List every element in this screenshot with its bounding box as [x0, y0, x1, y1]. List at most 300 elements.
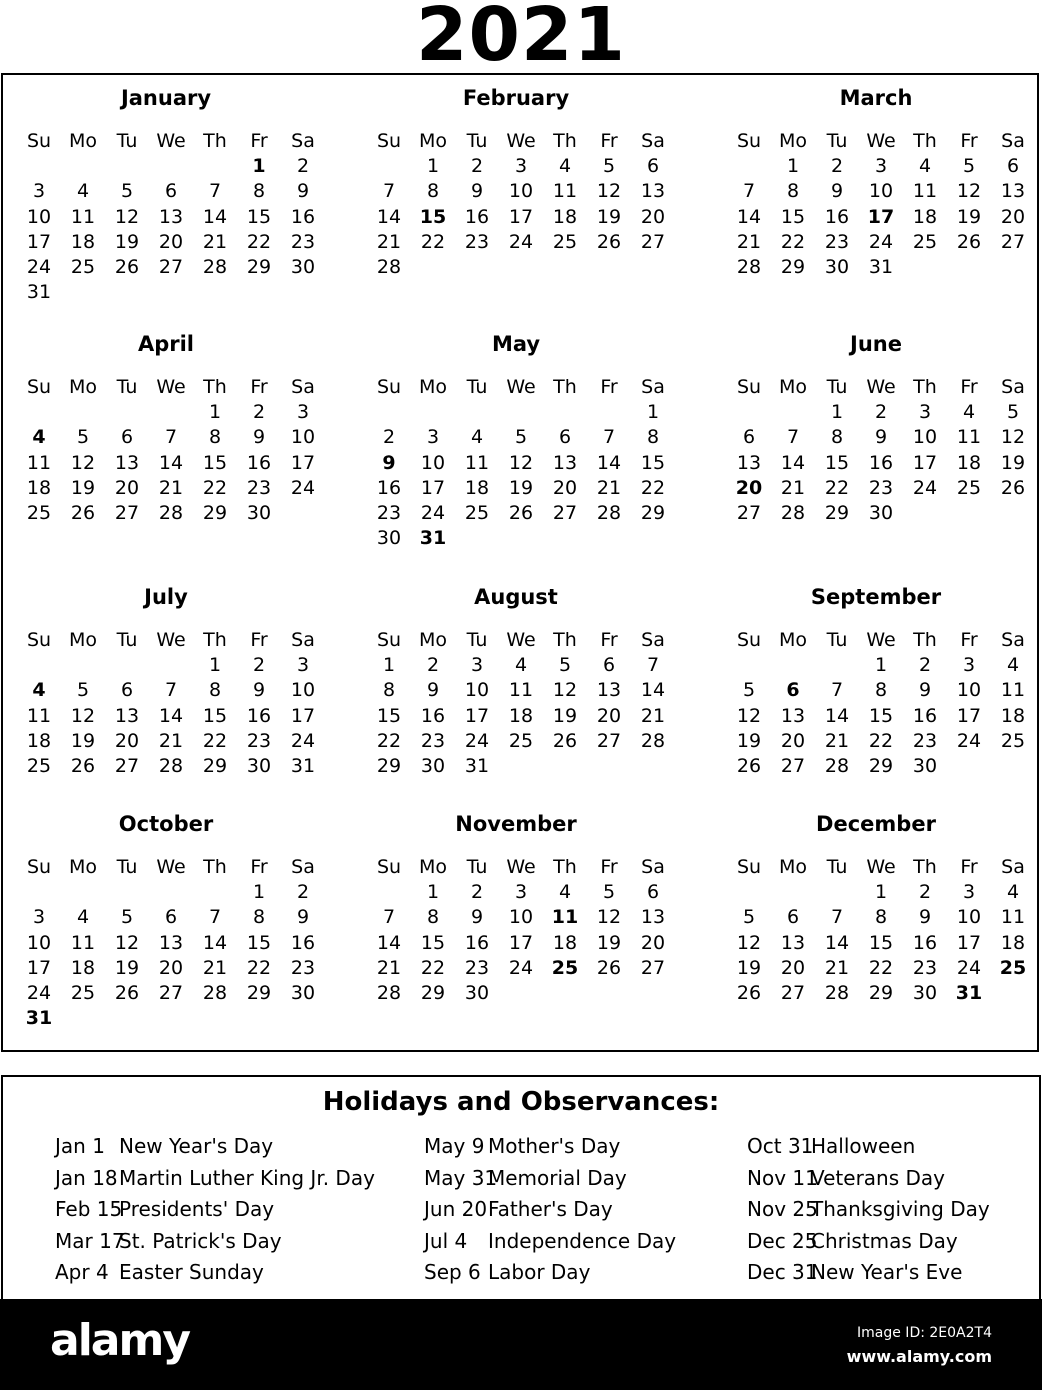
- day-cell: 24: [508, 230, 534, 253]
- day-cell: 19: [508, 476, 534, 499]
- day-cell: 15: [824, 451, 850, 474]
- day-cell: 6: [602, 654, 616, 676]
- month-november: [361, 807, 671, 1047]
- day-cell: 12: [114, 931, 140, 954]
- day-cell: 18: [70, 956, 96, 979]
- day-cell: 2: [296, 881, 310, 903]
- holiday-item: [747, 1131, 990, 1163]
- weekday-header: Th: [203, 376, 227, 398]
- day-cell: 28: [824, 982, 850, 1005]
- day-cell: 10: [290, 679, 316, 702]
- day-cell: 21: [158, 729, 184, 752]
- day-cell: 4: [1006, 881, 1020, 903]
- day-cell: 24: [868, 230, 894, 253]
- month-title: January: [120, 86, 212, 110]
- day-cell: 9: [874, 426, 888, 449]
- day-cell: 2: [918, 881, 932, 903]
- weekday-header: We: [866, 856, 896, 878]
- empty-cell: [149, 653, 193, 678]
- day-cell: 26: [736, 755, 762, 778]
- day-cell: 15: [202, 451, 228, 474]
- day-cell: 8: [646, 426, 660, 449]
- day-cell: 31: [955, 982, 983, 1005]
- weekday-header: Tu: [826, 376, 848, 398]
- day-cell: 28: [376, 256, 402, 279]
- weekday-header: Mo: [418, 376, 448, 398]
- day-cell: 3: [296, 654, 310, 676]
- day-cell: 26: [736, 982, 762, 1005]
- day-cell: 17: [956, 931, 982, 954]
- empty-cell: [367, 400, 411, 425]
- weekday-header: Th: [203, 629, 227, 651]
- weekday-header: Tu: [116, 376, 138, 398]
- day-cell: 3: [296, 401, 310, 423]
- day-cell: 25: [551, 956, 579, 979]
- holidays-column: [55, 1131, 375, 1289]
- day-cell: 19: [114, 230, 140, 253]
- day-cell: 27: [158, 982, 184, 1005]
- day-cell: 30: [246, 502, 272, 525]
- weekday-header: Fr: [600, 629, 618, 651]
- day-cell: 14: [824, 704, 850, 727]
- day-cell: 15: [640, 451, 666, 474]
- weekday-header: Fr: [250, 629, 268, 651]
- empty-cell: [543, 400, 587, 425]
- weekday-header: Fr: [250, 376, 268, 398]
- day-cell: 11: [70, 205, 96, 228]
- day-cell: 13: [158, 205, 184, 228]
- empty-cell: [455, 400, 499, 425]
- holiday-name: Labor Day: [488, 1260, 591, 1285]
- day-cell: 19: [114, 956, 140, 979]
- day-cell: 23: [824, 230, 850, 253]
- month-days-grid: [367, 361, 671, 552]
- day-cell: 30: [290, 982, 316, 1005]
- month-days-grid: [727, 614, 1031, 779]
- day-cell: 3: [962, 654, 976, 676]
- day-cell: 2: [470, 155, 484, 177]
- day-cell: 31: [464, 755, 490, 778]
- weekday-header: We: [156, 629, 186, 651]
- day-cell: 18: [70, 230, 96, 253]
- day-cell: 13: [780, 704, 806, 727]
- weekday-header: Su: [26, 376, 52, 398]
- weekday-header: Tu: [116, 856, 138, 878]
- day-cell: 10: [956, 906, 982, 929]
- day-cell: 1: [874, 654, 888, 676]
- day-cell: 17: [867, 205, 895, 228]
- day-cell: 12: [114, 205, 140, 228]
- day-cell: 6: [120, 679, 134, 702]
- weekday-header: Su: [376, 629, 402, 651]
- month-september: [721, 580, 1031, 820]
- day-cell: 7: [208, 180, 222, 203]
- day-cell: 24: [956, 729, 982, 752]
- day-cell: 12: [596, 906, 622, 929]
- day-cell: 16: [868, 451, 894, 474]
- day-cell: 25: [956, 476, 982, 499]
- day-cell: 23: [912, 956, 938, 979]
- day-cell: 19: [70, 476, 96, 499]
- day-cell: 22: [376, 729, 402, 752]
- day-cell: 11: [464, 451, 490, 474]
- day-cell: 3: [962, 881, 976, 903]
- day-cell: 31: [419, 527, 447, 550]
- day-cell: 21: [202, 956, 228, 979]
- day-cell: 2: [874, 401, 888, 423]
- holiday-item: [55, 1194, 375, 1226]
- month-title: May: [491, 332, 541, 356]
- holiday-date: Jan 1: [55, 1134, 105, 1158]
- day-cell: 5: [742, 906, 756, 929]
- day-cell: 23: [290, 956, 316, 979]
- day-cell: 6: [742, 426, 756, 449]
- day-cell: 26: [70, 755, 96, 778]
- day-cell: 5: [120, 180, 134, 203]
- day-cell: 25: [70, 256, 96, 279]
- day-cell: 22: [246, 230, 272, 253]
- day-cell: 11: [956, 426, 982, 449]
- day-cell: 5: [742, 679, 756, 702]
- day-cell: 25: [26, 755, 52, 778]
- day-cell: 28: [824, 755, 850, 778]
- weekday-header: Mo: [68, 376, 98, 398]
- day-cell: 29: [640, 502, 666, 525]
- day-cell: 24: [26, 982, 52, 1005]
- month-title: July: [144, 585, 188, 609]
- weekday-header: We: [506, 629, 536, 651]
- empty-cell: [815, 880, 859, 905]
- day-cell: 13: [552, 451, 578, 474]
- day-cell: 14: [376, 205, 402, 228]
- day-cell: 9: [470, 906, 484, 929]
- holiday-name: Mother's Day: [488, 1134, 621, 1158]
- holiday-item: [747, 1257, 990, 1289]
- day-cell: 27: [114, 755, 140, 778]
- day-cell: 9: [382, 451, 396, 474]
- holidays-panel: [1, 1075, 1041, 1299]
- holiday-date: May 31: [424, 1165, 498, 1190]
- weekday-header: We: [156, 130, 186, 152]
- empty-cell: [815, 653, 859, 678]
- weekday-header: Mo: [68, 629, 98, 651]
- day-cell: 24: [26, 256, 52, 279]
- weekday-header: Th: [913, 376, 937, 398]
- empty-cell: [727, 880, 771, 905]
- weekday-header: Tu: [116, 130, 138, 152]
- day-cell: 18: [912, 205, 938, 228]
- day-cell: 7: [830, 679, 844, 702]
- day-cell: 27: [736, 502, 762, 525]
- weekday-header: Fr: [250, 130, 268, 152]
- day-cell: 10: [508, 180, 534, 203]
- day-cell: 7: [646, 654, 660, 676]
- month-days-grid: [727, 361, 1031, 526]
- day-cell: 12: [1000, 426, 1026, 449]
- day-cell: 11: [912, 180, 938, 203]
- holiday-date: Jan 18: [55, 1165, 118, 1190]
- holiday-item: [55, 1163, 375, 1195]
- day-cell: 23: [376, 502, 402, 525]
- day-cell: 3: [514, 155, 528, 177]
- day-cell: 4: [76, 180, 90, 203]
- day-cell: 24: [420, 502, 446, 525]
- day-cell: 9: [296, 180, 310, 203]
- weekday-header: We: [506, 856, 536, 878]
- day-cell: 24: [912, 476, 938, 499]
- day-cell: 5: [602, 881, 616, 903]
- weekday-header: We: [156, 856, 186, 878]
- weekday-header: Sa: [291, 130, 315, 152]
- day-cell: 17: [290, 704, 316, 727]
- holidays-column: [424, 1131, 676, 1289]
- day-cell: 28: [202, 982, 228, 1005]
- day-cell: 22: [202, 476, 228, 499]
- month-title: November: [455, 812, 577, 836]
- weekday-header: Tu: [466, 629, 488, 651]
- empty-cell: [17, 880, 61, 905]
- day-cell: 15: [420, 931, 446, 954]
- day-cell: 25: [1000, 729, 1026, 752]
- month-days-grid: [727, 115, 1031, 280]
- day-cell: 6: [164, 906, 178, 929]
- day-cell: 10: [912, 426, 938, 449]
- day-cell: 18: [1000, 931, 1026, 954]
- weekday-header: Sa: [291, 629, 315, 651]
- day-cell: 14: [202, 931, 228, 954]
- day-cell: 9: [830, 180, 844, 203]
- day-cell: 26: [70, 502, 96, 525]
- day-cell: 16: [464, 205, 490, 228]
- day-cell: 29: [868, 755, 894, 778]
- weekday-header: Su: [736, 856, 762, 878]
- day-cell: 26: [552, 729, 578, 752]
- month-title: April: [137, 332, 195, 356]
- weekday-header: Su: [376, 376, 402, 398]
- weekday-header: Mo: [778, 629, 808, 651]
- day-cell: 19: [956, 205, 982, 228]
- day-cell: 17: [912, 451, 938, 474]
- weekday-header: Mo: [418, 130, 448, 152]
- day-cell: 29: [420, 982, 446, 1005]
- day-cell: 16: [246, 704, 272, 727]
- holiday-name: Martin Luther King Jr. Day: [119, 1165, 375, 1190]
- day-cell: 12: [736, 931, 762, 954]
- day-cell: 6: [786, 906, 800, 929]
- empty-cell: [771, 653, 815, 678]
- holiday-date: Nov 11: [747, 1165, 818, 1190]
- empty-cell: [727, 400, 771, 425]
- day-cell: 5: [76, 426, 90, 449]
- day-cell: 3: [32, 180, 46, 203]
- day-cell: 28: [158, 502, 184, 525]
- day-cell: 22: [824, 476, 850, 499]
- day-cell: 2: [382, 426, 396, 449]
- day-cell: 2: [830, 155, 844, 177]
- day-cell: 20: [640, 931, 666, 954]
- day-cell: 8: [874, 906, 888, 929]
- month-december: [721, 807, 1031, 1047]
- day-cell: 11: [1000, 679, 1026, 702]
- weekday-header: Th: [913, 130, 937, 152]
- weekday-header: Mo: [418, 629, 448, 651]
- holiday-item: [424, 1194, 676, 1226]
- weekday-header: Tu: [826, 629, 848, 651]
- weekday-header: Sa: [641, 629, 665, 651]
- holiday-name: Halloween: [811, 1134, 916, 1158]
- day-cell: 30: [912, 982, 938, 1005]
- day-cell: 4: [558, 881, 572, 903]
- weekday-header: Fr: [600, 856, 618, 878]
- day-cell: 25: [26, 502, 52, 525]
- image-id: Image ID: 2E0A2T4: [857, 1325, 992, 1341]
- day-cell: 14: [376, 931, 402, 954]
- day-cell: 26: [1000, 476, 1026, 499]
- day-cell: 20: [552, 476, 578, 499]
- day-cell: 27: [114, 502, 140, 525]
- day-cell: 23: [464, 230, 490, 253]
- month-days-grid: [17, 361, 321, 526]
- day-cell: 18: [956, 451, 982, 474]
- holiday-name: Presidents' Day: [119, 1197, 275, 1222]
- weekday-header: Sa: [1001, 629, 1025, 651]
- day-cell: 24: [464, 729, 490, 752]
- weekday-header: Sa: [291, 856, 315, 878]
- day-cell: 16: [824, 205, 850, 228]
- day-cell: 3: [426, 426, 440, 449]
- weekday-header: Sa: [1001, 130, 1025, 152]
- day-cell: 22: [246, 956, 272, 979]
- weekday-header: We: [866, 629, 896, 651]
- day-cell: 24: [290, 476, 316, 499]
- day-cell: 2: [252, 401, 266, 423]
- weekday-header: Su: [26, 856, 52, 878]
- day-cell: 22: [868, 956, 894, 979]
- day-cell: 25: [552, 230, 578, 253]
- day-cell: 28: [780, 502, 806, 525]
- day-cell: 20: [780, 956, 806, 979]
- calendar-grid: [1, 73, 1039, 1052]
- holiday-date: May 9: [424, 1134, 485, 1158]
- day-cell: 25: [508, 729, 534, 752]
- day-cell: 8: [426, 180, 440, 203]
- weekday-header: We: [866, 376, 896, 398]
- holiday-name: Independence Day: [488, 1228, 677, 1253]
- month-february: [361, 81, 671, 321]
- empty-cell: [105, 400, 149, 425]
- weekday-header: Su: [376, 130, 402, 152]
- weekday-header: Tu: [466, 856, 488, 878]
- day-cell: 30: [290, 256, 316, 279]
- day-cell: 13: [114, 451, 140, 474]
- day-cell: 25: [999, 956, 1027, 979]
- empty-cell: [149, 400, 193, 425]
- day-cell: 7: [742, 180, 756, 203]
- weekday-header: Sa: [641, 856, 665, 878]
- holiday-name: Easter Sunday: [119, 1260, 264, 1285]
- day-cell: 16: [464, 931, 490, 954]
- empty-cell: [105, 880, 149, 905]
- day-cell: 28: [736, 256, 762, 279]
- day-cell: 16: [290, 931, 316, 954]
- day-cell: 29: [202, 502, 228, 525]
- holiday-name: Memorial Day: [488, 1165, 627, 1190]
- day-cell: 31: [25, 1007, 53, 1030]
- day-cell: 11: [1000, 906, 1026, 929]
- day-cell: 1: [208, 654, 222, 676]
- site-url: www.alamy.com: [846, 1347, 992, 1366]
- weekday-header: Mo: [68, 856, 98, 878]
- month-april: [11, 327, 321, 567]
- holiday-item: [55, 1226, 375, 1258]
- empty-cell: [771, 880, 815, 905]
- empty-cell: [587, 400, 631, 425]
- month-title: February: [462, 86, 570, 110]
- day-cell: 16: [420, 704, 446, 727]
- day-cell: 12: [736, 704, 762, 727]
- month-january: [11, 81, 321, 321]
- day-cell: 15: [868, 704, 894, 727]
- day-cell: 12: [70, 704, 96, 727]
- month-days-grid: [367, 841, 671, 1006]
- day-cell: 6: [120, 426, 134, 449]
- holiday-name: Veterans Day: [811, 1165, 946, 1190]
- day-cell: 1: [252, 881, 266, 903]
- empty-cell: [17, 154, 61, 179]
- day-cell: 11: [70, 931, 96, 954]
- day-cell: 2: [426, 654, 440, 676]
- day-cell: 4: [32, 679, 46, 702]
- day-cell: 4: [558, 155, 572, 177]
- empty-cell: [499, 400, 543, 425]
- day-cell: 23: [912, 729, 938, 752]
- day-cell: 1: [646, 401, 660, 423]
- day-cell: 14: [824, 931, 850, 954]
- day-cell: 18: [26, 476, 52, 499]
- day-cell: 9: [252, 426, 266, 449]
- day-cell: 10: [26, 931, 52, 954]
- day-cell: 5: [962, 155, 976, 177]
- day-cell: 28: [596, 502, 622, 525]
- day-cell: 18: [552, 205, 578, 228]
- day-cell: 1: [382, 654, 396, 676]
- day-cell: 4: [514, 654, 528, 676]
- day-cell: 10: [956, 679, 982, 702]
- empty-cell: [367, 880, 411, 905]
- holiday-item: [55, 1131, 375, 1163]
- weekday-header: Th: [553, 130, 577, 152]
- month-title: December: [816, 812, 936, 836]
- month-days-grid: [17, 614, 321, 779]
- month-days-grid: [17, 115, 321, 306]
- empty-cell: [105, 154, 149, 179]
- day-cell: 8: [786, 180, 800, 203]
- holiday-date: Dec 31: [747, 1260, 818, 1285]
- holiday-date: Nov 25: [747, 1197, 818, 1222]
- weekday-header: Th: [203, 856, 227, 878]
- empty-cell: [61, 653, 105, 678]
- day-cell: 26: [114, 256, 140, 279]
- day-cell: 9: [296, 906, 310, 929]
- weekday-header: We: [506, 130, 536, 152]
- month-title: October: [118, 812, 214, 836]
- day-cell: 25: [912, 230, 938, 253]
- day-cell: 6: [558, 426, 572, 449]
- day-cell: 19: [736, 956, 762, 979]
- day-cell: 2: [252, 654, 266, 676]
- day-cell: 25: [464, 502, 490, 525]
- day-cell: 15: [246, 205, 272, 228]
